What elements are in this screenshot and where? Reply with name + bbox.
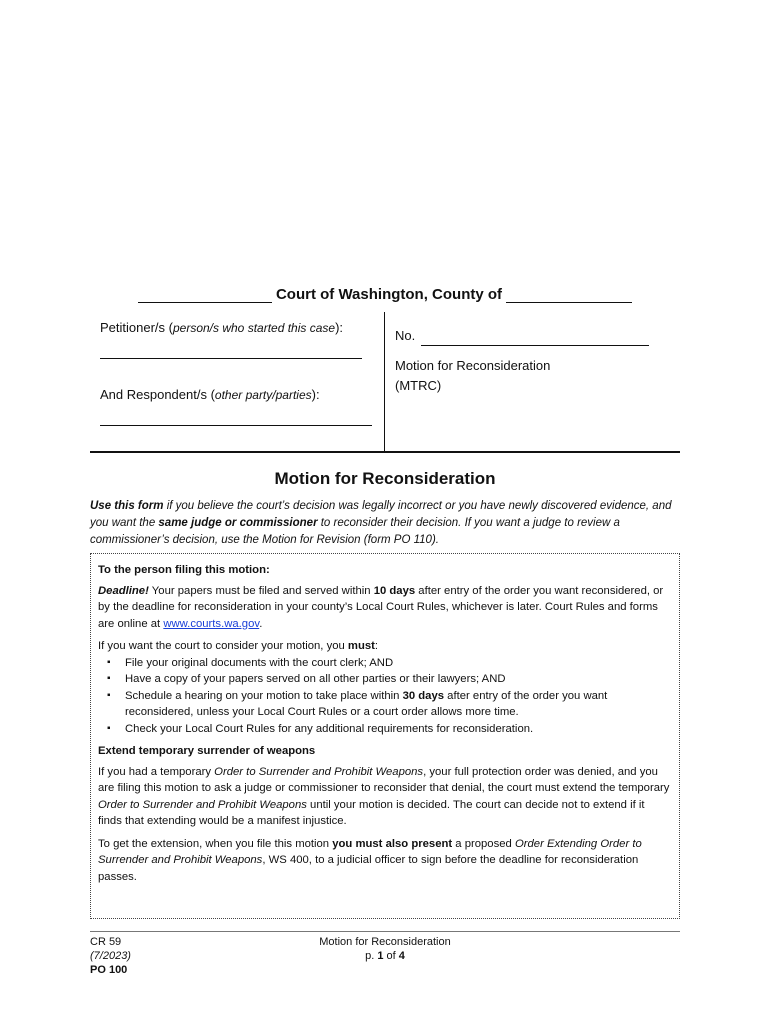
caption-bottom-rule — [90, 451, 680, 453]
footer-po-code: PO 100 — [90, 964, 128, 976]
court-name-blank[interactable] — [138, 288, 272, 303]
petitioner-name-field[interactable] — [100, 358, 362, 359]
weapons-paragraph-1: If you had a temporary Order to Surrender and Prohibit Weapons, your full protection order was denied, and you are filing this motion to ask a judge or commissioner to reconsider that denial, the court must extend the temporary Order to Surrender and Prohibit Weapons until your motion is decided. The court can decide not to extend if it finds that extending would be a manifest injustice. — [98, 765, 670, 827]
weapons-heading: Extend temporary surrender of weapons — [98, 745, 316, 757]
form-name: Motion for Reconsideration — [395, 358, 551, 373]
form-code: (MTRC) — [395, 378, 442, 393]
footer-revision: (7/2023) — [90, 950, 131, 962]
list-item: ▪ Check your Local Court Rules for any additional requirements for reconsideration. — [125, 721, 671, 738]
list-item: ▪ File your original documents with the court clerk; AND — [125, 655, 671, 672]
respondent-block — [100, 387, 370, 402]
county-blank[interactable] — [506, 288, 632, 303]
instructions-box — [90, 553, 680, 919]
footer-form-code: CR 59 — [90, 936, 122, 948]
document-title: Motion for Reconsideration — [274, 469, 496, 488]
page-number: p. 1 of 4 — [365, 950, 405, 962]
list-item: ▪ Have a copy of your papers served on all other parties or their lawyers; AND — [125, 671, 671, 688]
petitioner-label: Petitioner/s (person/s who started this case): — [100, 320, 344, 335]
case-number-field[interactable] — [421, 331, 649, 346]
courts-website-link[interactable]: www.courts.wa.gov — [163, 617, 260, 630]
footer-form-ids — [90, 935, 131, 977]
case-number-label: No. — [395, 328, 416, 343]
deadline-paragraph: Deadline! Your papers must be filed and served within 10 days after entry of the order you want reconsidered, or by the deadline for reconsideration in your county’s Local Court Rules, whichever is later. Court Rules and forms are online at www.courts.wa.gov. — [98, 584, 664, 630]
case-number-row — [395, 326, 675, 346]
instructions-heading: To the person filing this motion: — [98, 564, 270, 576]
intro-paragraph: Use this form if you believe the court’s decision was legally incorrect or you have newly discovered evidence, and you want the same judge or commissioner to reconsider their decision. If you want a judge to review a commissioner’s decision, use the Motion for Revision (form PO 110). — [90, 500, 672, 546]
requirements-list — [98, 655, 671, 738]
footer-center — [285, 935, 485, 963]
respondent-label: And Respondent/s (other party/parties): — [100, 387, 320, 402]
respondent-name-field[interactable] — [100, 425, 372, 426]
court-header — [90, 286, 680, 303]
requirements-intro: If you want the court to consider your motion, you must: — [98, 640, 379, 652]
list-item: ▪ Schedule a hearing on your motion to take place within 30 days after entry of the order you want reconsidered, unless your Local Court Rules or a court order allows more time. — [125, 688, 671, 721]
footer-rule — [90, 931, 680, 932]
weapons-paragraph-2: To get the extension, when you file this motion you must also present a proposed Order Extending Order to Surrender and Prohibit Weapons, WS 400, to a judicial officer to sign before the deadline for reconsideration passes. — [98, 837, 642, 883]
caption-case-info — [395, 326, 675, 396]
footer-title: Motion for Reconsideration — [319, 936, 451, 948]
court-header-text: Court of Washington, County of — [275, 286, 503, 303]
caption-vertical-divider — [384, 312, 385, 452]
caption-parties — [100, 320, 370, 335]
